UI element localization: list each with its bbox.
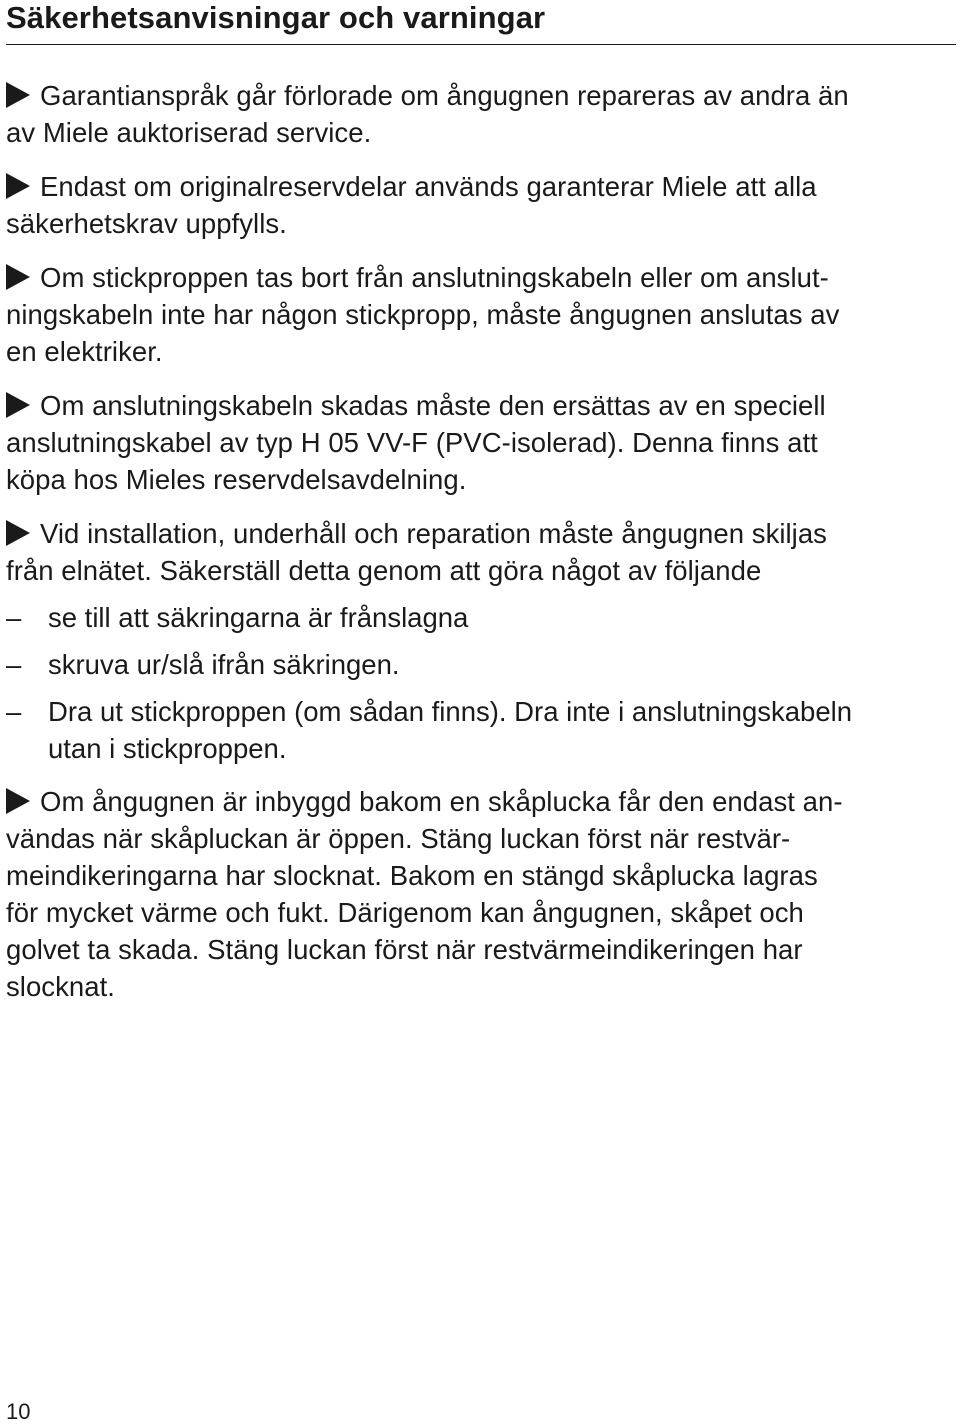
paragraph-line: Garantianspråk går förlorade om ångugnen repareras av andra än bbox=[40, 80, 849, 111]
paragraph-line: Vid installation, underhåll och reparation måste ångugnen skiljas bbox=[40, 518, 827, 549]
dash-marker: – bbox=[6, 602, 22, 633]
paragraph-line: Om stickproppen tas bort från anslutningskabeln eller om anslut- bbox=[40, 262, 829, 293]
warning-paragraph bbox=[6, 387, 956, 498]
title-underline bbox=[6, 44, 956, 45]
list-item bbox=[6, 646, 956, 683]
list-item-text: skruva ur/slå ifrån säkringen. bbox=[48, 649, 400, 680]
paragraph-line: ningskabeln inte har någon stickpropp, måste ångugnen anslutas av bbox=[6, 299, 840, 330]
paragraph-line: golvet ta skada. Stäng luckan först när restvärmeindikeringen har bbox=[6, 934, 803, 965]
paragraph-line: anslutningskabel av typ H 05 VV-F (PVC-isolerad). Denna finns att bbox=[6, 427, 818, 458]
paragraph-line: Om ångugnen är inbyggd bakom en skåplucka får den endast an- bbox=[40, 786, 843, 817]
document-page bbox=[6, 0, 956, 1005]
paragraph-line: meindikeringarna har slocknat. Bakom en stängd skåplucka lagras bbox=[6, 860, 818, 891]
paragraph-line: köpa hos Mieles reservdelsavdelning. bbox=[6, 464, 467, 495]
paragraph-line: Endast om originalreservdelar används garanterar Miele att alla bbox=[40, 171, 817, 202]
bullet-arrow-icon bbox=[6, 788, 30, 814]
list-item-text: Dra ut stickproppen (om sådan finns). Dra inte i anslutningskabeln bbox=[48, 696, 853, 727]
dash-marker: – bbox=[6, 696, 22, 727]
paragraph-line: slocknat. bbox=[6, 971, 115, 1002]
paragraph-line: från elnätet. Säkerställ detta genom att göra något av följande bbox=[6, 555, 762, 586]
page-number: 10 bbox=[6, 1399, 31, 1424]
list-item bbox=[6, 693, 956, 767]
list-item-text: se till att säkringarna är frånslagna bbox=[48, 602, 469, 633]
warning-paragraph bbox=[6, 515, 956, 589]
bullet-arrow-icon bbox=[6, 392, 30, 418]
paragraph-line: säkerhetskrav uppfylls. bbox=[6, 208, 287, 239]
paragraph-line: vändas när skåpluckan är öppen. Stäng luckan först när restvär- bbox=[6, 823, 791, 854]
bullet-arrow-icon bbox=[6, 173, 30, 199]
warning-paragraph bbox=[6, 259, 956, 370]
page-title: Säkerhetsanvisningar och varningar bbox=[6, 0, 546, 35]
paragraph-line: av Miele auktoriserad service. bbox=[6, 117, 372, 148]
warning-paragraph bbox=[6, 168, 956, 242]
list-item bbox=[6, 599, 956, 636]
bullet-arrow-icon bbox=[6, 82, 30, 108]
bullet-arrow-icon bbox=[6, 264, 30, 290]
paragraph-line: en elektriker. bbox=[6, 336, 163, 367]
warning-paragraph bbox=[6, 77, 956, 151]
bullet-arrow-icon bbox=[6, 520, 30, 546]
paragraph-line: för mycket värme och fukt. Därigenom kan ångugnen, skåpet och bbox=[6, 897, 804, 928]
warning-paragraph bbox=[6, 783, 956, 1005]
list-item-text: utan i stickproppen. bbox=[48, 733, 287, 764]
paragraph-line: Om anslutningskabeln skadas måste den ersättas av en speciell bbox=[40, 390, 826, 421]
dash-marker: – bbox=[6, 649, 22, 680]
